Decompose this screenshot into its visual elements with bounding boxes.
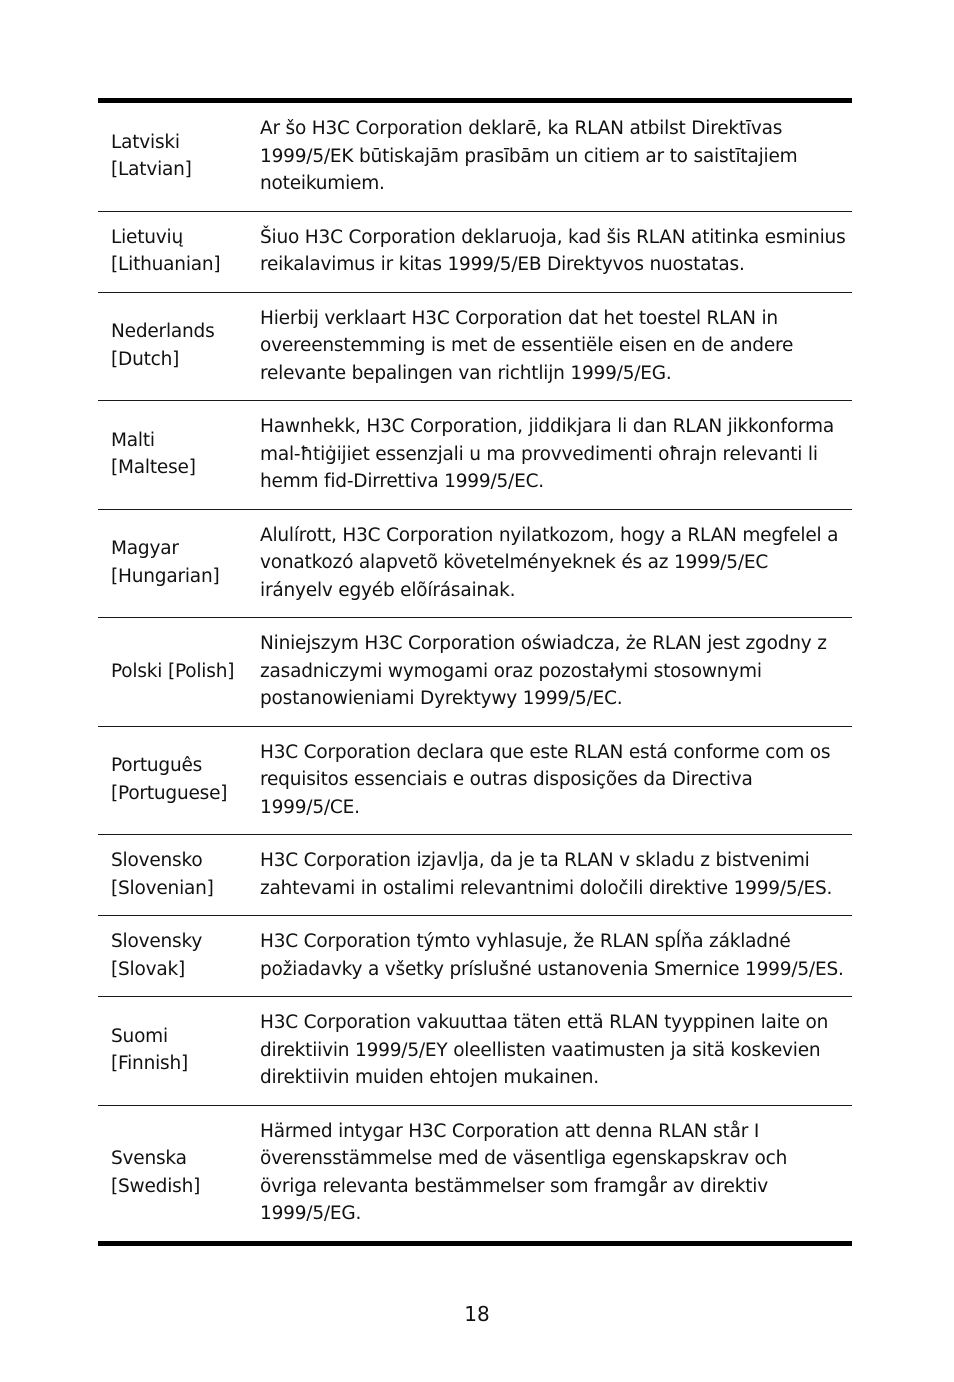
language-cell: [98, 916, 250, 997]
language-name: Svenska: [111, 1148, 187, 1169]
table-row: [98, 101, 852, 212]
language-name: Malti: [111, 429, 155, 451]
table-row: [98, 726, 852, 835]
declaration-text: Härmed intygar H3C Corporation att denna RLAN står I överensstämmelse med de väsentliga egenskapskrav och övriga relevanta bestämmelser som framgår av direktiv 1999/5/EG.: [260, 1120, 788, 1224]
language-cell: [98, 509, 250, 618]
declaration-text: H3C Corporation týmto vyhlasuje, že RLAN spĺňa základné požiadavky a všetky príslušné ustanovenia Smernice 1999/5/ES.: [250, 916, 852, 997]
language-english-name: [Hungarian]: [111, 565, 220, 587]
language-cell: [98, 211, 250, 292]
declaration-text: Ar šo H3C Corporation deklarē, ka RLAN atbilst Direktīvas 1999/5/EK būtiskajām prasībām un citiem ar to saistītajiem noteikumiem.: [250, 101, 852, 212]
language-name: Slovensko: [111, 850, 203, 871]
language-name: Slovensky: [111, 931, 203, 952]
language-english-name: [Portuguese]: [111, 782, 228, 804]
language-english-name: [Slovak]: [111, 958, 186, 980]
language-english-name: [Lithuanian]: [111, 254, 221, 275]
table-row: [98, 211, 852, 292]
language-cell: [98, 726, 250, 835]
declaration-text: Alulírott, H3C Corporation nyilatkozom, hogy a RLAN megfelel a vonatkozó alapvetõ követelményeknek és az 1999/5/EC irányelv egyéb elõírásainak.: [250, 509, 852, 618]
declaration-text: Hawnhekk, H3C Corporation, jiddikjara li dan RLAN jikkonforma mal-ħtiġijiet essenzjali u ma provvedimenti oħrajn relevanti li hemm fid-Dirrettiva 1999/5/EC.: [250, 401, 852, 510]
table-row: [98, 292, 852, 401]
language-name: Nederlands: [111, 321, 215, 343]
declaration-text: Niniejszym H3C Corporation oświadcza, że RLAN jest zgodny z zasadniczymi wymogami oraz pozostałymi stosownymi postanowieniami Dyrektywy 1999/5/EC.: [250, 618, 852, 727]
declaration-text: H3C Corporation izjavlja, da je ta RLAN v skladu z bistvenimi zahtevami in ostalimi relevantnimi določili direktive 1999/5/ES.: [250, 835, 852, 916]
table-row: [98, 509, 852, 618]
declaration-text: H3C Corporation declara que este RLAN está conforme com os requisitos essenciais e outras disposições da Directiva 1999/5/CE.: [250, 726, 852, 835]
language-english-name: [Slovenian]: [111, 877, 214, 899]
language-cell: [98, 292, 250, 401]
language-name: Polski: [111, 660, 163, 682]
language-cell: [98, 1105, 250, 1243]
language-cell: [98, 618, 250, 727]
language-cell: [98, 101, 250, 212]
language-cell: [98, 835, 250, 916]
table-row: [98, 997, 852, 1106]
compliance-declarations-table: [98, 98, 852, 1246]
table-row: [98, 618, 852, 727]
table-row: [98, 835, 852, 916]
table-row: [98, 1105, 852, 1243]
language-english-name: [Dutch]: [111, 348, 180, 370]
language-english-name: [Maltese]: [111, 457, 196, 479]
language-name: Suomi: [111, 1025, 168, 1047]
declaration-text: H3C Corporation vakuuttaa täten että RLAN tyyppinen laite on direktiivin 1999/5/EY oleellisten vaatimusten ja sitä koskevien direktiivin muiden ehtojen mukainen.: [250, 997, 852, 1106]
table-row: [98, 401, 852, 510]
declaration-text: Šiuo H3C Corporation deklaruoja, kad šis RLAN atitinka esminius reikalavimus ir kitas 1999/5/EB Direktyvos nuostatas.: [250, 211, 852, 292]
language-name: Latviski: [111, 131, 180, 153]
language-english-name: [Swedish]: [111, 1175, 201, 1197]
table-row: [98, 916, 852, 997]
language-name: Português: [111, 755, 203, 777]
language-english-name: [Finnish]: [111, 1053, 189, 1075]
language-cell: [98, 401, 250, 510]
language-english-name: [Latvian]: [111, 159, 192, 181]
language-name: Lietuvių: [111, 226, 184, 248]
language-english-name: [Polish]: [167, 660, 235, 682]
language-name: Magyar: [111, 538, 179, 560]
language-cell: [98, 997, 250, 1106]
page-number: 18: [464, 1302, 490, 1326]
declaration-text: Hierbij verklaart H3C Corporation dat het toestel RLAN in overeenstemming is met de essentiële eisen en de andere relevante bepalingen van richtlijn 1999/5/EG.: [250, 292, 852, 401]
